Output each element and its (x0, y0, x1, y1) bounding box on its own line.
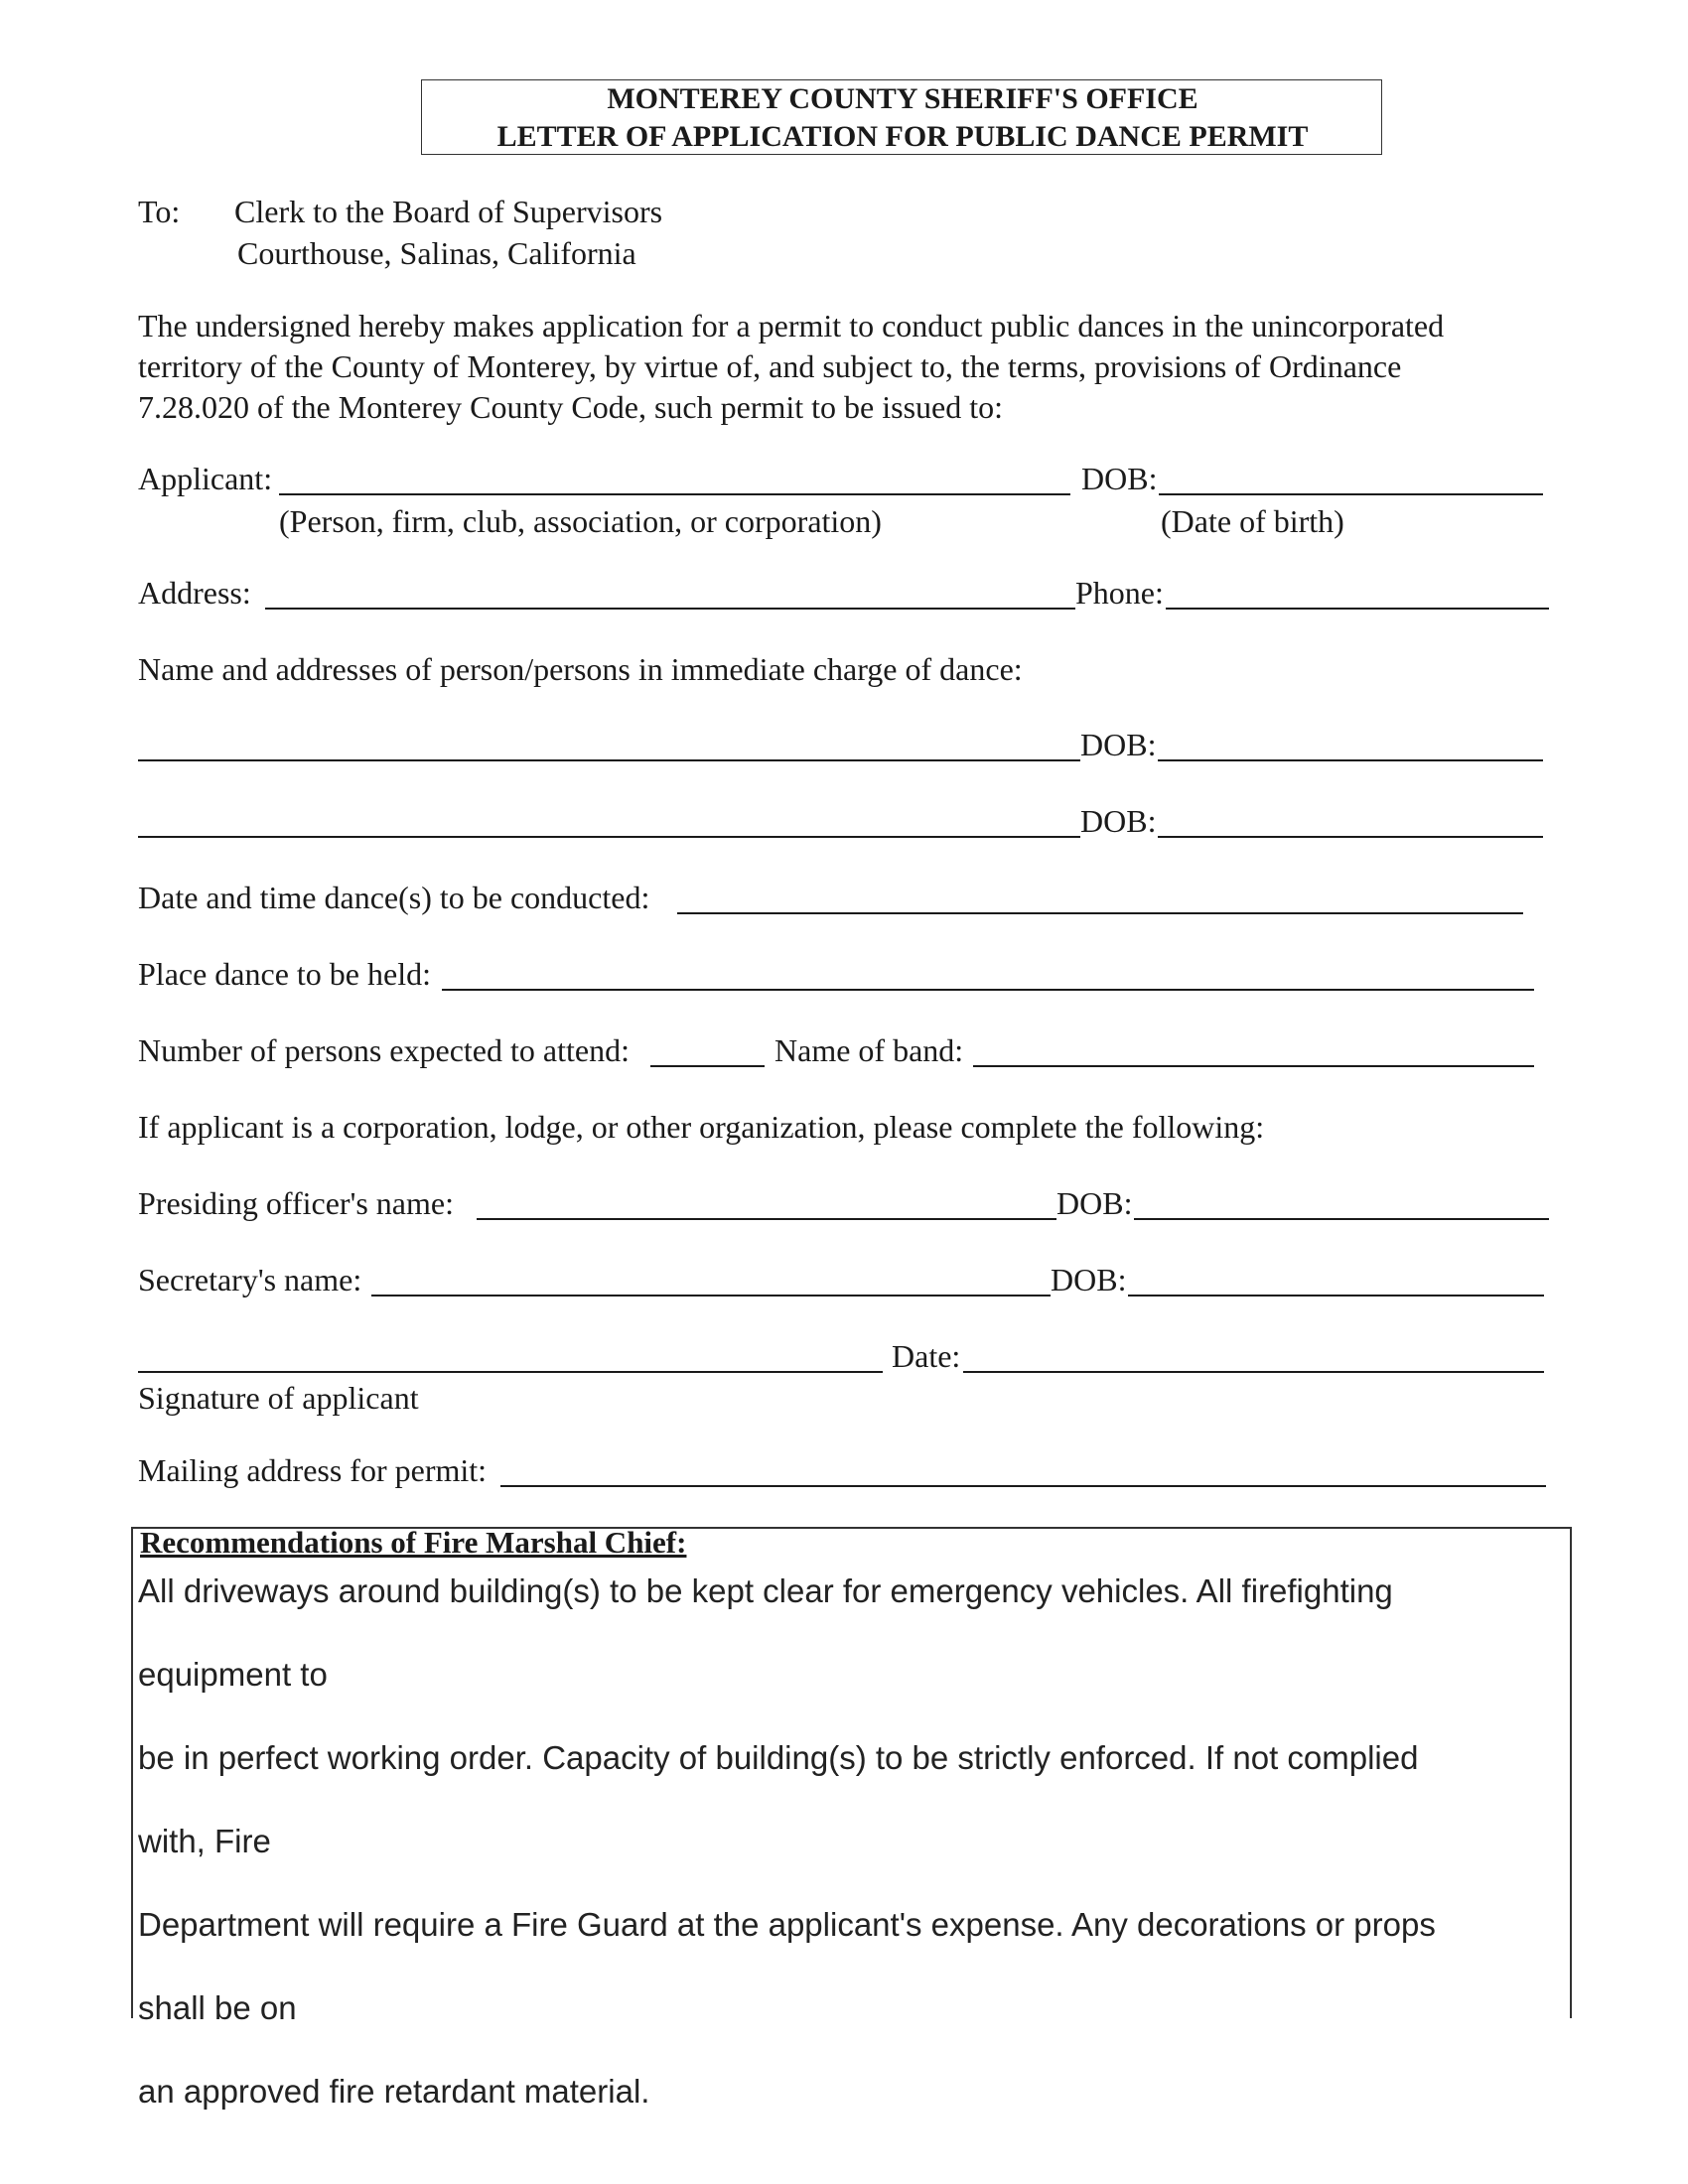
signature-date-label: Date: (892, 1338, 961, 1374)
recommendation-line-4: with, Fire (138, 1823, 271, 1859)
persons-in-charge-label: Name and addresses of person/persons in immediate charge of dance: (138, 651, 1023, 687)
org-instruction: If applicant is a corporation, lodge, or other organization, please complete the following: (138, 1109, 1265, 1145)
presiding-officer-dob-field[interactable] (1134, 1218, 1549, 1220)
presiding-officer-dob-label: DOB: (1056, 1185, 1133, 1221)
address-label: Address: (138, 575, 251, 611)
place-field[interactable] (442, 989, 1534, 991)
date-time-label: Date and time dance(s) to be conducted: (138, 880, 650, 915)
to-label: To: (138, 194, 181, 229)
num-persons-field[interactable] (650, 1065, 765, 1067)
date-time-field[interactable] (677, 912, 1523, 914)
person-in-charge-2-field[interactable] (138, 836, 1080, 838)
intro-line-1: The undersigned hereby makes application for a permit to conduct public dances in the unincorporated (138, 308, 1445, 343)
form-title-line-2: LETTER OF APPLICATION FOR PUBLIC DANCE PERMIT (496, 120, 1309, 153)
presiding-officer-field[interactable] (477, 1218, 1056, 1220)
signature-label: Signature of applicant (138, 1380, 419, 1416)
person-in-charge-1-dob-field[interactable] (1158, 759, 1543, 761)
recommendation-line-5: Department will require a Fire Guard at the applicant's expense. Any decorations or props (138, 1906, 1436, 1943)
place-label: Place dance to be held: (138, 956, 431, 992)
secretary-dob-label: DOB: (1051, 1262, 1127, 1297)
recommendation-line-7: an approved fire retardant material. (138, 2073, 650, 2110)
mailing-label: Mailing address for permit: (138, 1452, 488, 1488)
band-field[interactable] (973, 1065, 1534, 1067)
person-in-charge-2-dob-label: DOB: (1080, 803, 1157, 839)
mailing-field[interactable] (500, 1485, 1546, 1487)
form-title-line-1: MONTEREY COUNTY SHERIFF'S OFFICE (607, 82, 1198, 115)
form-title-box (421, 79, 1382, 155)
applicant-field[interactable] (279, 493, 1070, 495)
applicant-label: Applicant: (138, 461, 273, 496)
recommendation-line-3: be in perfect working order. Capacity of building(s) to be strictly enforced. If not complied (138, 1739, 1419, 1776)
secretary-dob-field[interactable] (1128, 1295, 1544, 1297)
phone-label: Phone: (1075, 575, 1164, 611)
num-persons-label: Number of persons expected to attend: (138, 1032, 630, 1068)
recipient-line-2: Courthouse, Salinas, California (237, 235, 636, 271)
intro-line-3: 7.28.020 of the Monterey County Code, such permit to be issued to: (138, 389, 1003, 425)
applicant-dob-label: DOB: (1081, 461, 1158, 496)
recommendations-title: Recommendations of Fire Marshal Chief: (140, 1525, 687, 1560)
dob-hint: (Date of birth) (1161, 503, 1344, 539)
secretary-label: Secretary's name: (138, 1262, 362, 1297)
signature-date-field[interactable] (963, 1371, 1544, 1373)
applicant-dob-field[interactable] (1159, 493, 1543, 495)
recommendation-line-6: shall be on (138, 1989, 297, 2026)
secretary-field[interactable] (371, 1295, 1051, 1297)
band-label: Name of band: (774, 1032, 964, 1068)
person-in-charge-1-dob-label: DOB: (1080, 727, 1157, 762)
recommendation-line-1: All driveways around building(s) to be kept clear for emergency vehicles. All firefighting (138, 1572, 1393, 1609)
intro-line-2: territory of the County of Monterey, by virtue of, and subject to, the terms, provisions of Ordinance (138, 348, 1402, 384)
person-in-charge-2-dob-field[interactable] (1158, 836, 1543, 838)
recipient-line-1: Clerk to the Board of Supervisors (234, 194, 663, 229)
address-field[interactable] (265, 608, 1075, 610)
signature-field[interactable] (138, 1371, 883, 1373)
recommendation-line-2: equipment to (138, 1656, 328, 1693)
person-in-charge-1-field[interactable] (138, 759, 1080, 761)
phone-field[interactable] (1166, 608, 1549, 610)
presiding-officer-label: Presiding officer's name: (138, 1185, 454, 1221)
applicant-hint: (Person, firm, club, association, or corporation) (279, 503, 882, 539)
